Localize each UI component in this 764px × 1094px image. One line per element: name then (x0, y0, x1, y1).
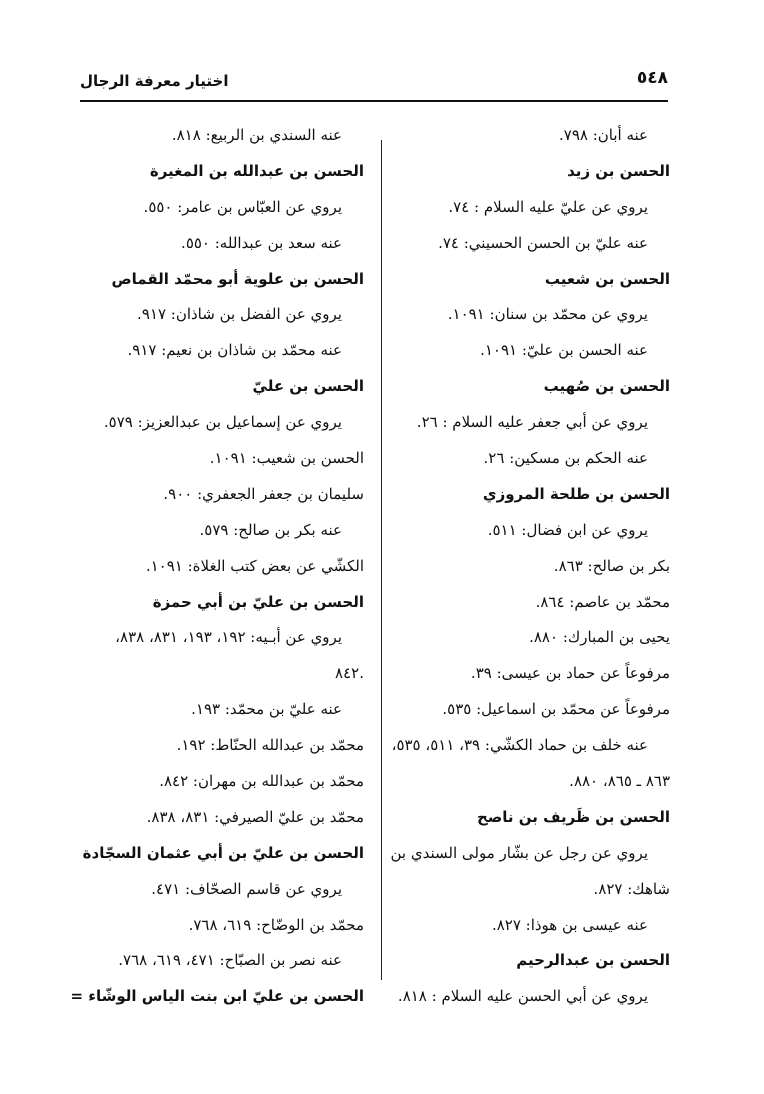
entry-line: عنه سعد بن عبدالله: ٥٥٠. (181, 233, 342, 252)
narrator-heading: الحسن بن زيد (567, 161, 670, 180)
column-divider (381, 140, 382, 980)
entry-line: يروي عن أبي الحسن عليه السلام : ٨١٨. (397, 987, 648, 1006)
narrator-heading: الحسن بن صُهيب (543, 377, 670, 396)
entry-line: يروي عن الفضل بن شاذان: ٩١٧. (137, 305, 342, 324)
entry-line: يروي عن عليّ عليه السلام : ٧٤. (448, 197, 648, 216)
entry-line: مرفوعاً عن محمّد بن اسماعيل: ٥٣٥. (442, 700, 670, 719)
narrator-heading: الحسن بن ظَريف بن ناصح (476, 807, 670, 826)
entry-line: سليمان بن جعفر الجعفري: ٩٠٠. (163, 484, 364, 503)
entry-line: محمّد بن الوضّاح: ٦١٩، ٧٦٨. (188, 915, 364, 934)
narrator-heading: الحسن بن عبدالله بن المغيرة (149, 161, 364, 180)
entry-line: مرفوعاً عن حماد بن عيسى: ٣٩. (470, 664, 670, 683)
entry-line: عنه عليّ بن الحسن الحسيني: ٧٤. (438, 233, 648, 252)
entry-line: يحيى بن المبارك: ٨٨٠. (529, 628, 670, 647)
entry-line: عنه الحكم بن مسكين: ٢٦. (483, 449, 648, 468)
entry-line: عنه السندي بن الربيع: ٨١٨. (171, 126, 342, 144)
left-column (70, 118, 364, 1015)
entry-line: يروي عن أبـيه: ١٩٢، ١٩٣، ٨٣١، ٨٣٨، (115, 628, 342, 647)
entry-line: عنه الحسن بن عليّ: ١٠٩١. (480, 341, 648, 360)
running-title: اختيار معرفة الرجال (80, 72, 229, 90)
entry-line: عنه خلف بن حماد الكشّي: ٣٩، ٥١١، ٥٣٥، (391, 736, 648, 755)
narrator-heading: الحسن بن علوية أبو محمّد القماص (111, 269, 364, 288)
entry-line: الحسن بن شعيب: ١٠٩١. (209, 449, 364, 468)
entry-line: الكشّي عن بعض كتب الغلاة: ١٠٩١. (145, 556, 364, 575)
entry-line: محمّد بن عاصم: ٨٦٤. (535, 592, 670, 611)
entry-line: يروي عن محمّد بن سنان: ١٠٩١. (447, 305, 648, 324)
narrator-heading: الحسن بن طلحة المروزي (482, 484, 670, 503)
entry-line: يروي عن قاسم الصحّاف: ٤٧١. (151, 879, 342, 898)
right-column (390, 118, 670, 1015)
entry-line: محمّد بن عبدالله بن مهران: ٨٤٢. (159, 772, 364, 791)
narrator-heading: الحسن بن شعيب (544, 269, 670, 288)
entry-line: بكر بن صالح: ٨٦٣. (553, 556, 670, 575)
narrator-heading: الحسن بن عليّ ابن بنت الياس الوشّاء = (70, 987, 364, 1006)
narrator-heading: الحسن بن عليّ بن أبي عثمان السجّادة (82, 843, 364, 862)
entry-line: شاهك: ٨٢٧. (593, 879, 670, 898)
entry-line: عنه محمّد بن شاذان بن نعيم: ٩١٧. (127, 341, 342, 360)
entry-line: عنه عليّ بن محمّد: ١٩٣. (191, 700, 342, 719)
page-header (80, 58, 668, 102)
narrator-heading: الحسن بن عليّ بن أبي حمزة (152, 592, 364, 611)
entry-line: عنه عيسى بن هوذا: ٨٢٧. (491, 915, 648, 934)
entry-line: عنه أبان: ٧٩٨. (559, 126, 648, 144)
entry-line: محمّد بن عليّ الصيرفي: ٨٣١، ٨٣٨. (146, 807, 364, 826)
entry-line: يروي عن العبّاس بن عامر: ٥٥٠. (143, 197, 342, 216)
page-number: ٥٤٨ (636, 68, 668, 88)
entry-line: يروي عن ابن فضال: ٥١١. (487, 520, 648, 539)
entry-line: ٨٦٣ ـ ٨٦٥، ٨٨٠. (569, 772, 670, 791)
entry-line: يروي عن أبي جعفر عليه السلام : ٢٦. (416, 413, 648, 432)
entry-line: يروي عن إسماعيل بن عبدالعزيز: ٥٧٩. (103, 413, 342, 432)
entry-line: عنه نصر بن الصبّاح: ٤٧١، ٦١٩، ٧٦٨. (118, 951, 342, 970)
entry-line: ٨٤٢. (335, 664, 364, 683)
narrator-heading: الحسن بن عليّ (252, 377, 364, 396)
entry-line: يروي عن رجل عن بشّار مولى السندي بن (390, 843, 648, 862)
entry-line: محمّد بن عبدالله الحنّاط: ١٩٢. (176, 736, 364, 755)
entry-line: عنه بكر بن صالح: ٥٧٩. (199, 520, 342, 539)
narrator-heading: الحسن بن عبدالرحيم (516, 951, 670, 970)
